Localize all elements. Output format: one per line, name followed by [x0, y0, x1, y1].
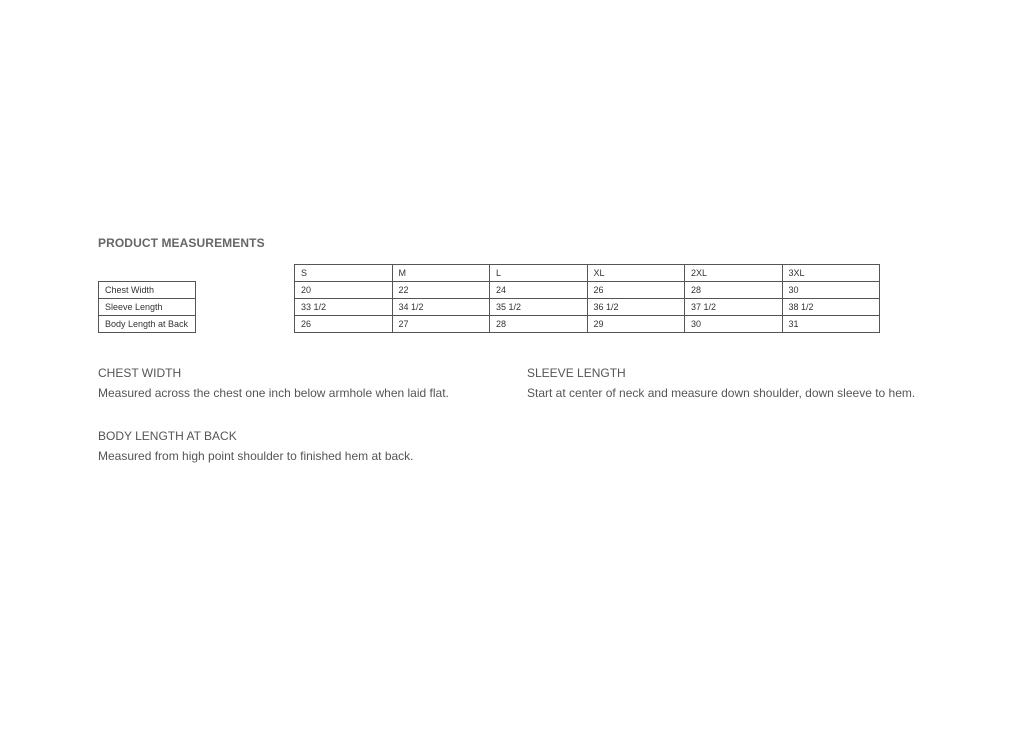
- table-row: [99, 282, 196, 299]
- table-cell: 34 1/2: [392, 299, 490, 316]
- size-header: 3XL: [782, 265, 880, 282]
- table-cell: 22: [392, 282, 490, 299]
- chest-width-heading: CHEST WIDTH: [98, 366, 182, 380]
- table-row: [295, 299, 880, 316]
- size-header: L: [490, 265, 588, 282]
- table-cell: 26: [295, 316, 393, 333]
- measurements-table: [294, 264, 880, 333]
- row-label-chest-width: Chest Width: [99, 282, 196, 299]
- body-length-description: Measured from high point shoulder to finished hem at back.: [98, 449, 414, 463]
- table-cell: 28: [490, 316, 588, 333]
- table-cell: 24: [490, 282, 588, 299]
- table-cell: 30: [685, 316, 783, 333]
- table-cell: 26: [587, 282, 685, 299]
- row-label-sleeve-length: Sleeve Length: [99, 299, 196, 316]
- table-row: [295, 282, 880, 299]
- body-length-heading: BODY LENGTH AT BACK: [98, 429, 237, 443]
- table-cell: 29: [587, 316, 685, 333]
- table-cell: 28: [685, 282, 783, 299]
- table-row: [295, 316, 880, 333]
- row-label-body-length: Body Length at Back: [99, 316, 196, 333]
- table-cell: 31: [782, 316, 880, 333]
- table-cell: 38 1/2: [782, 299, 880, 316]
- size-header: 2XL: [685, 265, 783, 282]
- table-row: [99, 316, 196, 333]
- row-labels-table: [98, 281, 196, 333]
- size-header: M: [392, 265, 490, 282]
- table-row: [99, 299, 196, 316]
- page-title: PRODUCT MEASUREMENTS: [98, 236, 265, 250]
- table-cell: 27: [392, 316, 490, 333]
- sleeve-length-heading: SLEEVE LENGTH: [527, 366, 626, 380]
- chest-width-description: Measured across the chest one inch below armhole when laid flat.: [98, 386, 449, 400]
- size-header: S: [295, 265, 393, 282]
- table-cell: 20: [295, 282, 393, 299]
- table-cell: 33 1/2: [295, 299, 393, 316]
- size-header: XL: [587, 265, 685, 282]
- table-cell: 36 1/2: [587, 299, 685, 316]
- table-cell: 37 1/2: [685, 299, 783, 316]
- table-header-row: [295, 265, 880, 282]
- sleeve-length-description: Start at center of neck and measure down shoulder, down sleeve to hem.: [527, 386, 916, 400]
- table-cell: 35 1/2: [490, 299, 588, 316]
- table-cell: 30: [782, 282, 880, 299]
